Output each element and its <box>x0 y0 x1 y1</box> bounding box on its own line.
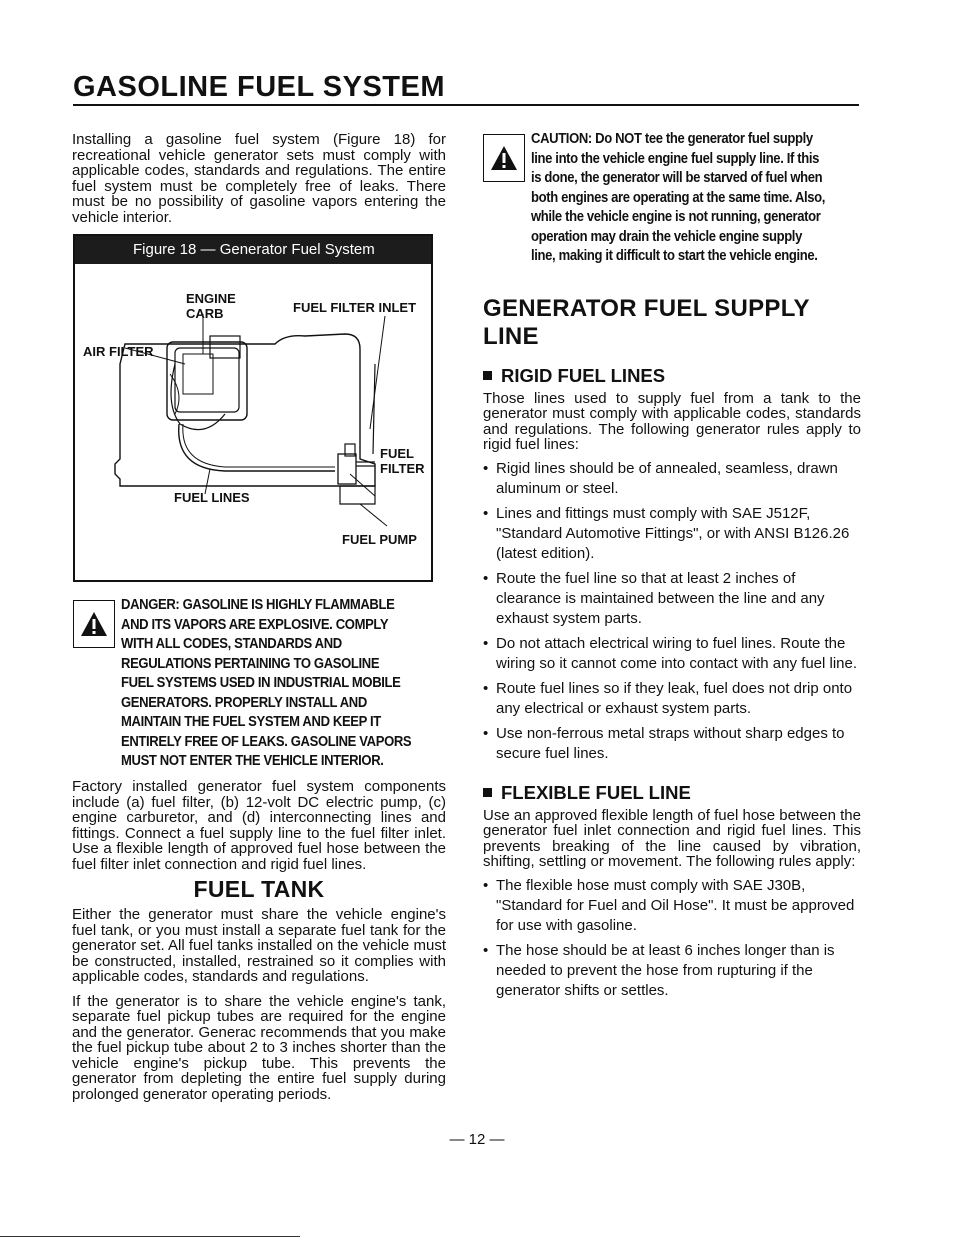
caution-box <box>483 130 861 267</box>
page-title: GASOLINE FUEL SYSTEM <box>73 72 859 106</box>
flexible-bullets <box>483 876 861 1001</box>
components-section <box>72 779 446 872</box>
caution-triangle-icon <box>483 134 525 182</box>
caution-text: CAUTION: Do NOT tee the generator fuel supply line into the vehicle engine fuel supply line. If this is done, the generator will be starved of fuel when both engines are operating at the same time. Also, while the vehicle engine is not running, generator operation may drain the vehicle engine supply line, making it difficult to start the vehicle engine. <box>531 131 826 264</box>
warning-triangle-icon <box>73 600 115 648</box>
fuel-line-path <box>179 424 335 471</box>
rigid-lines-title: RIGID FUEL LINES <box>501 364 666 386</box>
fuel-tank-p2: If the generator is to share the vehicle engine's tank, separate fuel pickup tubes are required for the engine and the generator. Generac recommends that you make the fuel pickup tube about 2 to 3 inches shorter than the vehicle engine's pickup tube. This prevents the generator from depleting the entire fuel supply during prolonged generator operating periods. <box>72 992 446 1103</box>
fuel-tank-title: FUEL TANK <box>193 876 325 902</box>
fuel-pump <box>340 486 375 504</box>
bullet-square-icon <box>483 788 492 797</box>
label-air-filter: AIR FILTER <box>83 344 154 359</box>
page-number: — 12 — <box>449 1131 505 1148</box>
rigid-intro: Those lines used to supply fuel from a tank to the generator must comply with applicable codes, standards and regulations. The following generator rules apply to rigid fuel lines: <box>483 389 861 453</box>
right-column <box>483 130 861 1006</box>
list-item: • Route the fuel line so that at least 2 inches of clearance is maintained between the line and any exhaust system parts. <box>483 569 861 629</box>
flexible-line-heading <box>483 782 861 804</box>
list-item: • The flexible hose must comply with SAE J30B, "Standard for Fuel and Oil Hose". It must be approved for use with gasoline. <box>483 876 861 936</box>
intro-paragraph: Installing a gasoline fuel system (Figure 18) for recreational vehicle generator sets must comply with applicable codes, standards and regulations. The entire fuel system must be completely free of leaks. There must be no possibility of gasoline vapors entering the vehicle interior. <box>72 131 446 226</box>
list-item: • Lines and fittings must comply with SAE J512F, "Standard Automotive Fittings", or with ANSI B126.26 (latest edition). <box>483 504 861 564</box>
list-item: • The hose should be at least 6 inches longer than is needed to prevent the hose from rupturing if the generator shifts or settles. <box>483 941 861 1001</box>
danger-text: DANGER: GASOLINE IS HIGHLY FLAMMABLE AND ITS VAPORS ARE EXPLOSIVE. COMPLY WITH ALL CODES, STANDARDS AND REGULATIONS PERTAINING TO GASOLINE FUEL SYSTEMS USED IN INDUSTRIAL MOBILE GENERATORS. PROPERLY INSTALL AND MAINTAIN THE FUEL SYSTEM AND KEEP IT ENTIRELY FREE OF LEAKS. GASOLINE VAPORS MUST NOT ENTER THE VEHICLE INTERIOR. <box>121 597 412 769</box>
list-item: • Route fuel lines so if they leak, fuel does not drip onto any electrical or exhaust system parts. <box>483 679 861 719</box>
components-paragraph: Factory installed generator fuel system components include (a) fuel filter, (b) 12-volt DC electric pump, (c) engine carburetor, and (d) interconnecting lines and fittings. Connect a fuel supply line to the fuel filter inlet. Use a flexible length of approved fuel hose between the fuel filter inlet connection and rigid fuel lines. <box>72 778 446 873</box>
fuel-tank-section <box>72 876 446 1102</box>
supply-line-title: GENERATOR FUEL SUPPLY LINE <box>483 294 810 350</box>
label-fuel-filter-inlet: FUEL FILTER INLET <box>293 300 417 315</box>
danger-box <box>73 596 447 772</box>
figure-18 <box>73 234 433 582</box>
flexible-line-title: FLEXIBLE FUEL LINE <box>501 781 691 803</box>
list-item: • Use non-ferrous metal straps without sharp edges to secure fuel lines. <box>483 724 861 764</box>
bottom-rule <box>0 1236 300 1237</box>
label-fuel-pump: FUEL PUMP <box>342 532 417 547</box>
left-column <box>72 132 446 225</box>
label-fuel-lines: FUEL LINES <box>174 490 250 505</box>
figure-title: Figure 18 — Generator Fuel System <box>75 236 431 264</box>
list-item: • Rigid lines should be of annealed, seamless, drawn aluminum or steel. <box>483 459 861 499</box>
bullet-square-icon <box>483 371 492 380</box>
fuel-filter <box>338 454 356 484</box>
label-fuel-filter: FUEL FILTER <box>380 446 425 476</box>
rigid-bullets <box>483 459 861 764</box>
list-item: • Do not attach electrical wiring to fuel lines. Route the wiring so it cannot come into contact with any fuel line. <box>483 634 861 674</box>
fuel-tank-p1: Either the generator must share the vehicle engine's fuel tank, or you must install a separate fuel tank for the generator set. All fuel tanks installed on the vehicle must be constructed, installed, restrained so it complies with applicable codes, standards and regulations. <box>72 906 446 985</box>
flexible-intro: Use an approved flexible length of fuel hose between the generator fuel inlet connection and rigid fuel lines. This prevents breaking of the line caused by vibration, shifting, settling or movement. The following rules apply: <box>483 806 861 870</box>
label-engine-carb: ENGINE CARB <box>186 291 236 321</box>
rigid-lines-heading <box>483 365 861 387</box>
generator-outline <box>115 334 375 486</box>
